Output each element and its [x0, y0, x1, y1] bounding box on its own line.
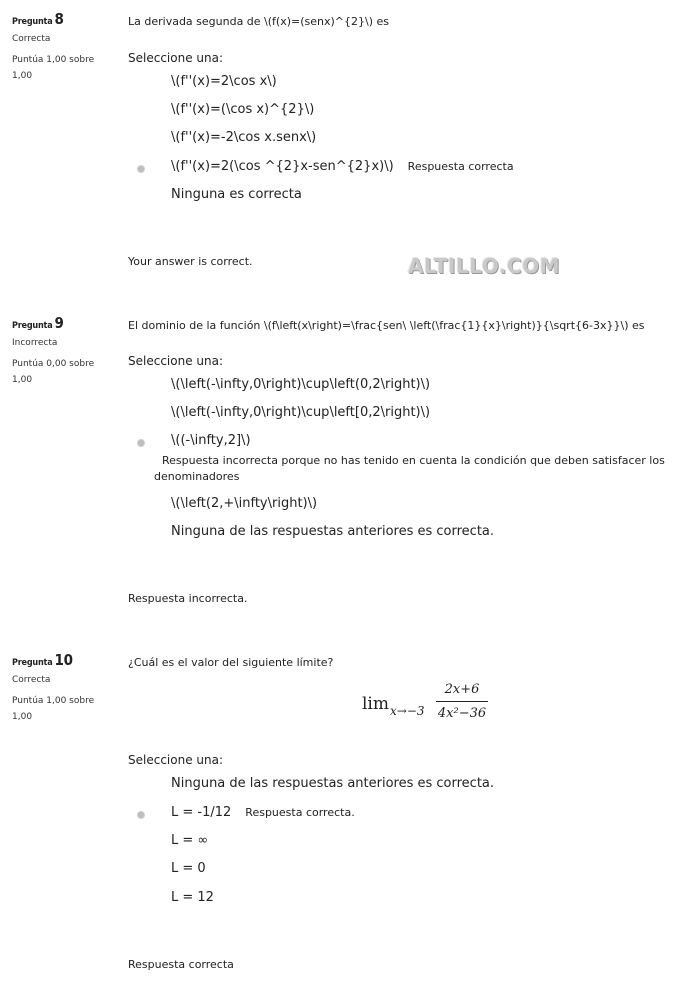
- q8-option-5[interactable]: Ninguna es correcta: [171, 187, 302, 202]
- q8-option-2[interactable]: \(f''(x)=(\cos x)^{2}\): [171, 102, 315, 117]
- question-state: Correcta: [12, 34, 51, 44]
- q10-option-4[interactable]: L = 0: [171, 861, 206, 876]
- question-8-info: [12, 10, 112, 84]
- question-grade: Puntúa 1,00 sobre 1,00: [12, 55, 95, 81]
- q8-option-4[interactable]: [171, 159, 514, 174]
- question-number-value: 10: [54, 651, 73, 669]
- q8-radio-selected[interactable]: [137, 165, 145, 173]
- question-number: [12, 10, 112, 28]
- limit-denominator: 4x²−36: [437, 706, 487, 721]
- q9-option-1[interactable]: \(\left(-\infty,0\right)\cup\left(0,2\right)\): [171, 377, 431, 392]
- question-number-value: 8: [54, 10, 64, 28]
- question-state: Correcta: [12, 675, 51, 685]
- q9-feedback-line-2: denominadores: [154, 470, 240, 483]
- limit-subscript: x→−3: [390, 704, 425, 718]
- question-label: Pregunta: [12, 17, 53, 27]
- question-state: Incorrecta: [12, 338, 58, 348]
- q10-option-2[interactable]: [171, 805, 355, 820]
- question-number: [12, 651, 112, 669]
- q10-option-5[interactable]: L = 12: [171, 890, 214, 905]
- q10-feedback: Respuesta correcta.: [245, 806, 355, 819]
- question-number-value: 9: [54, 314, 64, 332]
- q9-option-3[interactable]: \((-\infty,2]\): [171, 433, 251, 448]
- q10-outcome: Respuesta correcta: [128, 958, 234, 971]
- limit-numerator: 2x+6: [444, 682, 480, 697]
- question-number: [12, 314, 112, 332]
- question-9-prompt: Seleccione una:: [128, 354, 223, 368]
- q8-outcome: Your answer is correct.: [128, 255, 253, 268]
- q9-radio-selected[interactable]: [137, 439, 145, 447]
- q9-option-4[interactable]: \(\left(2,+\infty\right)\): [171, 496, 318, 511]
- q9-outcome: Respuesta incorrecta.: [128, 592, 248, 605]
- q9-option-5[interactable]: Ninguna de las respuestas anteriores es correcta.: [171, 524, 495, 539]
- q8-option-1[interactable]: \(f''(x)=2\cos x\): [171, 74, 277, 89]
- q8-option-3[interactable]: \(f''(x)=-2\cos x.senx\): [171, 130, 317, 145]
- question-10-prompt: Seleccione una:: [128, 753, 223, 767]
- question-grade: Puntúa 0,00 sobre 1,00: [12, 359, 95, 385]
- question-8-prompt: Seleccione una:: [128, 51, 223, 65]
- fraction-bar: [436, 701, 488, 702]
- question-10-text: ¿Cuál es el valor del siguiente límite?: [128, 656, 334, 669]
- question-label: Pregunta: [12, 321, 53, 331]
- q10-option-1[interactable]: Ninguna de las respuestas anteriores es correcta.: [171, 776, 495, 791]
- q8-feedback: Respuesta correcta: [407, 160, 514, 173]
- question-label: Pregunta: [12, 658, 53, 668]
- q10-option-3[interactable]: L = ∞: [171, 833, 209, 848]
- q10-radio-selected[interactable]: [137, 811, 145, 819]
- q8-option-4-label: \(f''(x)=2(\cos ^{2}x-sen^{2}x)\): [171, 159, 394, 174]
- question-8-text: La derivada segunda de \(f(x)=(senx)^{2}\) es: [128, 15, 390, 28]
- question-9-text: El dominio de la función \(f\left(x\right)=\frac{sen\ \left(\frac{1}{x}\right)}{\sqrt{6-3x}}\) es: [128, 319, 645, 332]
- watermark-logo: ALTILLO.COM: [408, 254, 561, 278]
- limit-operator: lim: [362, 694, 389, 714]
- question-9-info: [12, 314, 112, 388]
- q10-option-2-label: L = -1/12: [171, 805, 232, 820]
- q9-option-2[interactable]: \(\left(-\infty,0\right)\cup\left[0,2\right)\): [171, 405, 431, 420]
- q9-feedback-line-1: Respuesta incorrecta porque no has tenido en cuenta la condición que deben satisfacer los: [162, 454, 665, 467]
- question-grade: Puntúa 1,00 sobre 1,00: [12, 696, 95, 722]
- question-10-info: [12, 651, 112, 725]
